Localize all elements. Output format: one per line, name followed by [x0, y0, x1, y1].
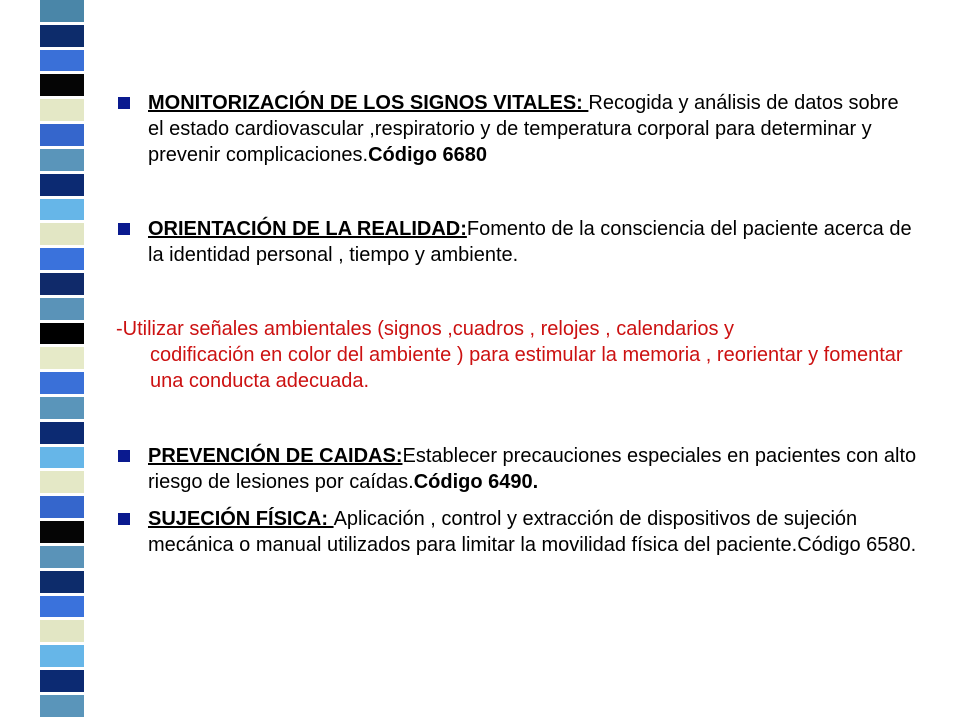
strip-block — [40, 422, 84, 447]
red-note-first-line: -Utilizar señales ambientales (signos ,cuadros , relojes , calendarios y — [116, 318, 735, 340]
bullet-text — [148, 90, 918, 168]
bullet-text — [148, 443, 918, 495]
item-heading: PREVENCIÓN DE CAIDAS: — [148, 445, 403, 467]
strip-block — [40, 571, 84, 596]
strip-block — [40, 248, 84, 273]
strip-block — [40, 199, 84, 224]
strip-block — [40, 620, 84, 645]
red-note — [116, 316, 936, 394]
strip-block — [40, 50, 84, 75]
strip-block — [40, 174, 84, 199]
square-bullet-icon — [118, 513, 130, 525]
strip-block — [40, 25, 84, 50]
strip-block — [40, 447, 84, 472]
strip-block — [40, 74, 84, 99]
bullet-item-prevencion-caidas — [118, 443, 918, 495]
square-bullet-icon — [118, 223, 130, 235]
strip-block — [40, 596, 84, 621]
strip-block — [40, 323, 84, 348]
red-note-rest: codificación en color del ambiente ) para estimular la memoria , reorientar y fomentar una conducta adecuada. — [150, 344, 903, 392]
decorative-color-strip — [40, 0, 84, 720]
bullet-text — [148, 506, 918, 558]
strip-block — [40, 223, 84, 248]
bullet-item-sujecion-fisica — [118, 506, 918, 558]
strip-block — [40, 124, 84, 149]
strip-block — [40, 397, 84, 422]
item-heading: SUJECIÓN FÍSICA: — [148, 508, 334, 530]
item-body: Establecer precauciones especiales en pacientes con alto riesgo de lesiones por caídas. — [148, 445, 917, 493]
item-body: Recogida y análisis de datos sobre el estado cardiovascular ,respiratorio y de temperatura corporal para determinar y prevenir complicaciones. — [148, 92, 899, 166]
item-code: Código 6680 — [368, 144, 488, 166]
strip-block — [40, 298, 84, 323]
item-body: Fomento de la consciencia del paciente acerca de la identidad personal , tiempo y ambiente. — [148, 218, 912, 266]
strip-block — [40, 372, 84, 397]
strip-block — [40, 0, 84, 25]
bullet-item-orientacion — [118, 216, 918, 268]
strip-block — [40, 496, 84, 521]
item-code: Código 6490. — [413, 471, 539, 493]
item-heading: ORIENTACIÓN DE LA REALIDAD: — [148, 218, 467, 240]
bullet-item-signos-vitales — [118, 90, 918, 168]
strip-block — [40, 670, 84, 695]
strip-block — [40, 149, 84, 174]
item-body: Aplicación , control y extracción de dispositivos de sujeción mecánica o manual utilizados para limitar la movilidad física del paciente.Código 6580. — [148, 508, 917, 556]
strip-block — [40, 521, 84, 546]
strip-divider — [102, 0, 106, 720]
bullet-text — [148, 216, 918, 268]
strip-block — [40, 471, 84, 496]
strip-block — [40, 645, 84, 670]
strip-block — [40, 695, 84, 720]
strip-block — [40, 546, 84, 571]
square-bullet-icon — [118, 97, 130, 109]
strip-block — [40, 273, 84, 298]
strip-block — [40, 99, 84, 124]
item-heading: MONITORIZACIÓN DE LOS SIGNOS VITALES: — [148, 92, 589, 114]
strip-block — [40, 347, 84, 372]
square-bullet-icon — [118, 450, 130, 462]
